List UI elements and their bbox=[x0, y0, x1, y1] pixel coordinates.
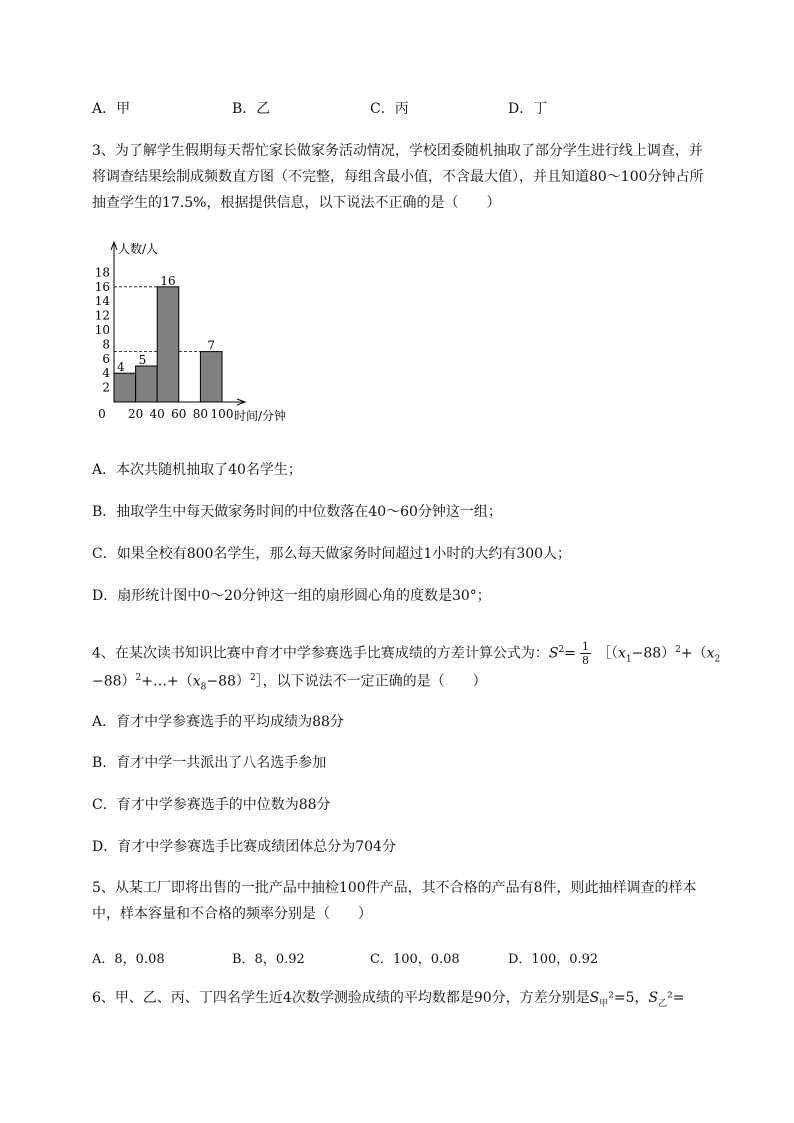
q3-option-c: C．如果全校有800名学生，那么每天做家务时间超过1小时的大约有300人； bbox=[92, 546, 572, 562]
q5-option-b: B．8，0.92 bbox=[232, 952, 305, 967]
q5-stem-line-1: 5、从某工厂即将出售的一批产品中抽检100件产品，其不合格的产品有8件，则此抽样调查的样本 bbox=[92, 880, 697, 896]
y-tick-label: 6 bbox=[102, 351, 110, 366]
fraction-denominator: 8 bbox=[581, 654, 589, 668]
y-tick-label: 10 bbox=[94, 323, 110, 337]
y-tick-label: 8 bbox=[102, 337, 110, 352]
superscript: 2 bbox=[135, 673, 142, 683]
bar-value-label: 5 bbox=[138, 353, 147, 367]
q6-stem-line-1 bbox=[92, 988, 684, 1014]
fraction bbox=[580, 640, 591, 667]
bracket-open: ［（ bbox=[596, 645, 618, 662]
subscript: 1 bbox=[625, 654, 632, 665]
q3-option-b: B．抽取学生中每天做家务时间的中位数落在40～60分钟这一组； bbox=[92, 504, 502, 520]
var-x: x bbox=[617, 645, 626, 662]
q4-option-c: C．育才中学参赛选手的中位数为88分 bbox=[92, 797, 331, 813]
origin-label: 0 bbox=[98, 407, 106, 421]
x-tick-label: 80 bbox=[192, 407, 209, 421]
x-axis-title: 时间/分钟 bbox=[234, 409, 287, 423]
term-text: −88） bbox=[92, 673, 136, 690]
y-tick-label: 16 bbox=[94, 279, 110, 294]
q3-option-a: A．本次共随机抽取了40名学生； bbox=[92, 462, 302, 478]
q5-stem-line-2: 中，样本容量和不合格的频率分别是（ ） bbox=[92, 906, 372, 922]
q3-stem-line-1: 3、为了解学生假期每天帮忙家长做家务活动情况，学校团委随机抽取了部分学生进行线上调查，并 bbox=[92, 143, 703, 159]
q5-option-a: A．8，0.08 bbox=[92, 952, 165, 967]
term-text: −88） bbox=[631, 645, 676, 662]
q2-option-a: A．甲 bbox=[92, 101, 131, 117]
q4-stem-line-2 bbox=[92, 668, 487, 697]
histogram-bar bbox=[157, 287, 179, 402]
bar-value-label: 16 bbox=[160, 273, 176, 288]
y-tick-label: 2 bbox=[102, 380, 110, 395]
q2-option-c: C．丙 bbox=[370, 101, 409, 117]
term-text: ²=5， bbox=[608, 990, 649, 1006]
y-tick-label: 14 bbox=[94, 294, 110, 309]
term-text: ］，以下说法不一定正确的是（ ） bbox=[255, 673, 487, 690]
variance-symbol: S bbox=[589, 990, 600, 1006]
superscript: 2 bbox=[675, 645, 681, 655]
q3-stem-line-2: 将调查结果绘制成频数直方图（不完整，每组含最小值，不含最大值），并且知道80～100分钟占所 bbox=[92, 169, 704, 185]
q3-stem-line-3: 抽查学生的17.5%，根据提供信息，以下说法不正确的是（ ） bbox=[92, 195, 501, 211]
variance-symbol: S bbox=[648, 990, 659, 1006]
term-text: −88） bbox=[206, 673, 250, 690]
histogram-bar bbox=[200, 352, 222, 402]
var-x: x bbox=[192, 673, 201, 690]
x-tick-label: 100 bbox=[210, 407, 234, 421]
fraction-numerator: 1 bbox=[581, 640, 589, 654]
q4-stem-prefix: 4、在某次读书知识比赛中育才中学参赛选手比赛成绩的方差计算公式为： bbox=[92, 645, 549, 662]
term-text: +（ bbox=[680, 645, 707, 662]
x-tick-label: 20 bbox=[127, 407, 144, 421]
q5-option-d: D．100，0.92 bbox=[508, 952, 599, 967]
q6-stem-prefix: 6、甲、乙、丙、丁四名学生近4次数学测验成绩的平均数都是90分，方差分别是 bbox=[92, 990, 590, 1006]
superscript: 2 bbox=[249, 673, 256, 683]
y-axis-title: 人数/人 bbox=[118, 242, 159, 256]
subscript: 2 bbox=[714, 654, 721, 665]
histogram-chart bbox=[84, 238, 314, 433]
y-tick-label: 12 bbox=[94, 308, 110, 323]
q2-option-b: B．乙 bbox=[232, 101, 271, 117]
q5-option-c: C．100，0.08 bbox=[370, 952, 460, 967]
y-tick-label: 4 bbox=[102, 366, 110, 381]
q3-option-d: D．扇形统计图中0～20分钟这一组的扇形圆心角的度数是30°； bbox=[92, 588, 491, 604]
q4-option-a: A．育才中学参赛选手的平均成绩为88分 bbox=[92, 714, 344, 730]
x-tick-label: 40 bbox=[149, 407, 165, 421]
superscript: 2 bbox=[558, 645, 565, 655]
term-text: +…+（ bbox=[141, 673, 193, 690]
q4-option-b: B．育才中学一共派出了八名选手参加 bbox=[92, 755, 327, 771]
y-tick-label: 18 bbox=[94, 265, 110, 280]
x-tick-label: 60 bbox=[171, 407, 187, 421]
equals: = bbox=[564, 645, 576, 662]
subscript: 乙 bbox=[658, 998, 668, 1009]
subscript: 甲 bbox=[599, 998, 609, 1009]
histogram-bar bbox=[114, 373, 136, 402]
bar-value-label: 4 bbox=[116, 360, 125, 375]
variance-symbol: S bbox=[548, 645, 559, 662]
bar-value-label: 7 bbox=[207, 338, 216, 353]
q4-option-d: D．育才中学参赛选手比赛成绩团体总分为704分 bbox=[92, 839, 396, 855]
histogram-bar bbox=[136, 366, 158, 402]
var-x: x bbox=[706, 645, 715, 662]
term-text: ²= bbox=[667, 990, 685, 1006]
q2-option-d: D．丁 bbox=[508, 101, 548, 117]
subscript: 8 bbox=[200, 682, 207, 693]
